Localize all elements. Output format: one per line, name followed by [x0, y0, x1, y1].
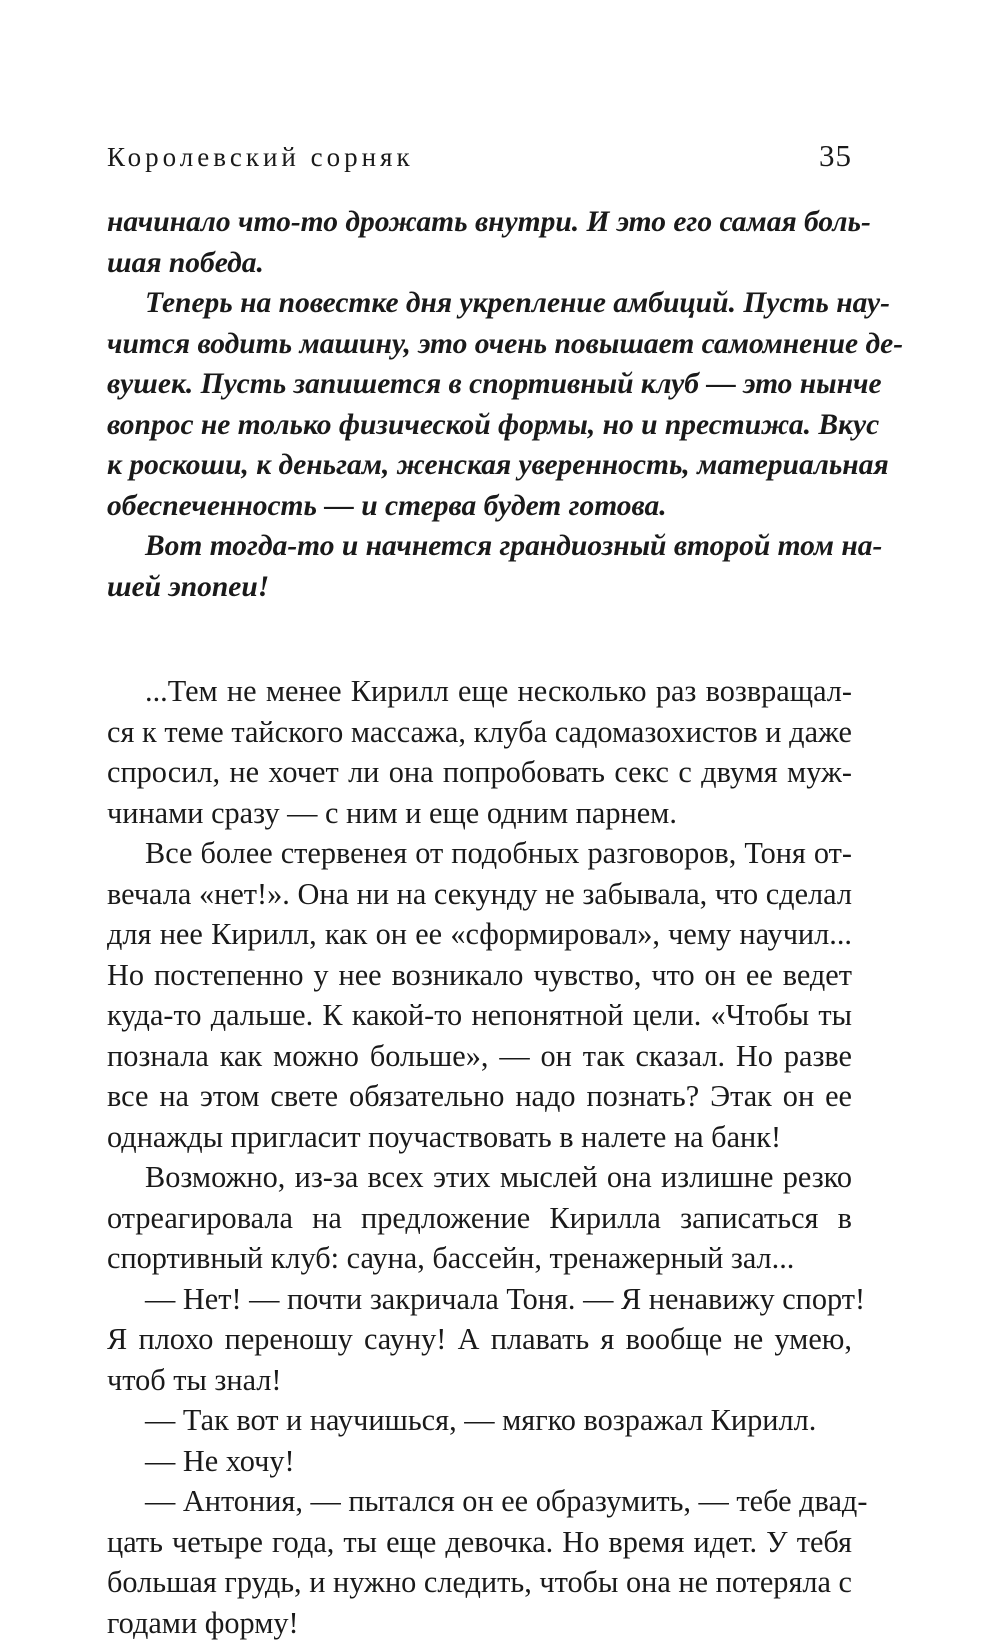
text-line: чится водить машину, это очень повышает самомнение де-: [107, 324, 852, 365]
text-line: познала как можно больше», — он так сказал. Но разве: [107, 1036, 852, 1077]
text-line: чтоб ты знал!: [107, 1360, 852, 1401]
text-line: Теперь на повестке дня укрепление амбиций. Пусть нау-: [107, 283, 852, 324]
paragraph: [107, 671, 852, 833]
page-number: 35: [819, 138, 852, 174]
paragraph: [107, 283, 852, 526]
text-line: отреагировала на предложение Кирилла записаться в: [107, 1198, 852, 1239]
running-title: Королевский сорняк: [107, 142, 414, 173]
section-break: [107, 607, 852, 671]
italic-excerpt: [107, 202, 852, 607]
paragraph: [107, 1400, 852, 1441]
text-line: к роскоши, к деньгам, женская уверенность, материальная: [107, 445, 852, 486]
text-line: — Нет! — почти закричала Тоня. — Я ненавижу спорт!: [107, 1279, 852, 1320]
text-line: все на этом свете обязательно надо познать? Этак он ее: [107, 1076, 852, 1117]
text-line: ся к теме тайского массажа, клуба садомазохистов и даже: [107, 712, 852, 753]
text-line: Вот тогда-то и начнется грандиозный второй том на-: [107, 526, 852, 567]
text-line: вушек. Пусть запишется в спортивный клуб — это нынче: [107, 364, 852, 405]
text-line: вопрос не только физической формы, но и престижа. Вкус: [107, 405, 852, 446]
text-line: Возможно, из-за всех этих мыслей она излишне резко: [107, 1157, 852, 1198]
text-line: ...Тем не менее Кирилл еще несколько раз возвращал-: [107, 671, 852, 712]
text-line: однажды пригласит поучаствовать в налете на банк!: [107, 1117, 852, 1158]
text-line: большая грудь, и нужно следить, чтобы она не потеряла с: [107, 1562, 852, 1603]
running-head: [107, 138, 852, 182]
text-line: Но постепенно у нее возникало чувство, что он ее ведет: [107, 955, 852, 996]
text-line: спортивный клуб: сауна, бассейн, тренажерный зал...: [107, 1238, 852, 1279]
text-line: шей эпопеи!: [107, 567, 852, 608]
text-line: цать четыре года, ты еще девочка. Но время идет. У тебя: [107, 1522, 852, 1563]
paragraph: [107, 526, 852, 607]
text-line: шая победа.: [107, 243, 852, 284]
text-line: — Так вот и научишься, — мягко возражал Кирилл.: [107, 1400, 852, 1441]
text-line: Я плохо переношу сауну! А плавать я вообще не умею,: [107, 1319, 852, 1360]
text-line: Все более стервенея от подобных разговоров, Тоня от-: [107, 833, 852, 874]
paragraph: [107, 833, 852, 1157]
text-line: для нее Кирилл, как он ее «сформировал», чему научил...: [107, 914, 852, 955]
text-line: куда-то дальше. К какой-то непонятной цели. «Чтобы ты: [107, 995, 852, 1036]
paragraph: [107, 1157, 852, 1279]
text-line: спросил, не хочет ли она попробовать секс с двумя муж-: [107, 752, 852, 793]
text-line: обеспеченность — и стерва будет готова.: [107, 486, 852, 527]
text-line: чинами сразу — с ним и еще одним парнем.: [107, 793, 852, 834]
text-line: вечала «нет!». Она ни на секунду не забывала, что сделал: [107, 874, 852, 915]
text-line: годами форму!: [107, 1603, 852, 1643]
text-line: начинало что-то дрожать внутри. И это его самая боль-: [107, 202, 852, 243]
paragraph: [107, 1441, 852, 1482]
body-text: [107, 671, 852, 1643]
paragraph: [107, 202, 852, 283]
paragraph: [107, 1279, 852, 1401]
text-line: — Не хочу!: [107, 1441, 852, 1482]
text-line: — Антония, — пытался он ее образумить, — тебе двад-: [107, 1481, 852, 1522]
paragraph: [107, 1481, 852, 1643]
book-page: [107, 138, 852, 1643]
